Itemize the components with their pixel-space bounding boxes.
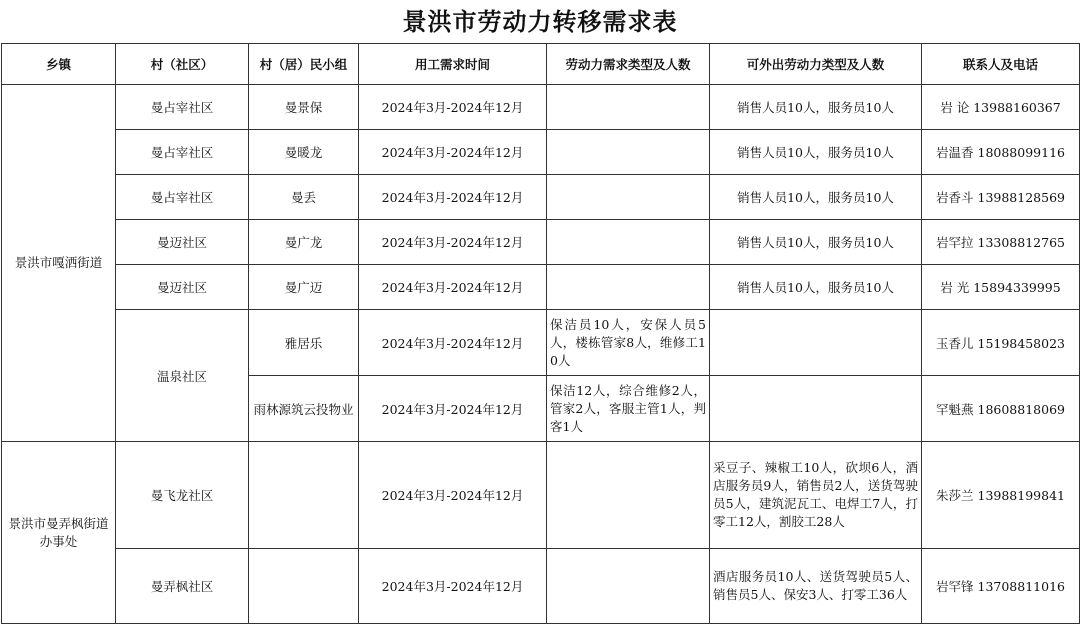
demand-cell bbox=[547, 175, 710, 220]
header-time: 用工需求时间 bbox=[359, 44, 547, 85]
header-contact: 联系人及电话 bbox=[922, 44, 1080, 85]
village-cell: 曼占宰社区 bbox=[116, 85, 249, 130]
table-header-row bbox=[2, 44, 1080, 85]
supply-cell: 销售人员10人，服务员10人 bbox=[710, 85, 922, 130]
header-supply: 可外出劳动力类型及人数 bbox=[710, 44, 922, 85]
supply-cell: 销售人员10人，服务员10人 bbox=[710, 220, 922, 265]
contact-cell: 罕魁燕 18608818069 bbox=[922, 376, 1080, 442]
time-cell: 2024年3月-2024年12月 bbox=[359, 442, 547, 549]
group-cell: 曼广迈 bbox=[249, 265, 359, 310]
village-cell: 温泉社区 bbox=[116, 310, 249, 442]
demand-cell bbox=[547, 265, 710, 310]
contact-cell: 岩罕锋 13708811016 bbox=[922, 549, 1080, 624]
demand-cell: 保洁员10人，安保人员5人，楼栋管家8人，维修工10人 bbox=[547, 310, 710, 376]
header-village: 村（社区） bbox=[116, 44, 249, 85]
group-cell: 雨林源筑云投物业 bbox=[249, 376, 359, 442]
table-row bbox=[2, 175, 1080, 220]
demand-cell bbox=[547, 130, 710, 175]
time-cell: 2024年3月-2024年12月 bbox=[359, 85, 547, 130]
contact-cell: 岩 光 15894339995 bbox=[922, 265, 1080, 310]
village-cell: 曼弄枫社区 bbox=[116, 549, 249, 624]
supply-cell: 采豆子、辣椒工10人，砍坝6人，酒店服务员9人，销售员2人，送货驾驶员5人，建筑泥瓦工、电焊工7人，打零工12人，割胶工28人 bbox=[710, 442, 922, 549]
town-cell: 景洪市嘎洒街道 bbox=[2, 85, 116, 442]
group-cell: 曼景保 bbox=[249, 85, 359, 130]
header-demand: 劳动力需求类型及人数 bbox=[547, 44, 710, 85]
demand-cell bbox=[547, 442, 710, 549]
labor-demand-table bbox=[1, 43, 1080, 624]
table-row bbox=[2, 310, 1080, 376]
village-cell: 曼占宰社区 bbox=[116, 130, 249, 175]
contact-cell: 岩温香 18088099116 bbox=[922, 130, 1080, 175]
group-cell: 曼暖龙 bbox=[249, 130, 359, 175]
table-row bbox=[2, 130, 1080, 175]
supply-cell: 酒店服务员10人、送货驾驶员5人、销售员5人、保安3人、打零工36人 bbox=[710, 549, 922, 624]
header-group: 村（居）民小组 bbox=[249, 44, 359, 85]
supply-cell: 销售人员10人，服务员10人 bbox=[710, 265, 922, 310]
supply-cell: 销售人员10人，服务员10人 bbox=[710, 130, 922, 175]
table-row bbox=[2, 220, 1080, 265]
header-town: 乡镇 bbox=[2, 44, 116, 85]
group-cell: 曼广龙 bbox=[249, 220, 359, 265]
village-cell: 曼占宰社区 bbox=[116, 175, 249, 220]
contact-cell: 朱莎兰 13988199841 bbox=[922, 442, 1080, 549]
time-cell: 2024年3月-2024年12月 bbox=[359, 310, 547, 376]
contact-cell: 岩 论 13988160367 bbox=[922, 85, 1080, 130]
demand-cell: 保洁12人，综合维修2人，管家2人，客服主管1人，判客1人 bbox=[547, 376, 710, 442]
demand-cell bbox=[547, 220, 710, 265]
page-title: 景洪市劳动力转移需求表 bbox=[402, 7, 678, 36]
time-cell: 2024年3月-2024年12月 bbox=[359, 130, 547, 175]
contact-cell: 岩罕拉 13308812765 bbox=[922, 220, 1080, 265]
group-cell: 曼丢 bbox=[249, 175, 359, 220]
group-cell bbox=[249, 442, 359, 549]
contact-cell: 玉香儿 15198458023 bbox=[922, 310, 1080, 376]
supply-cell bbox=[710, 376, 922, 442]
demand-cell bbox=[547, 85, 710, 130]
time-cell: 2024年3月-2024年12月 bbox=[359, 265, 547, 310]
table-row bbox=[2, 85, 1080, 130]
village-cell: 曼迈社区 bbox=[116, 265, 249, 310]
time-cell: 2024年3月-2024年12月 bbox=[359, 220, 547, 265]
town-cell: 景洪市曼弄枫街道办事处 bbox=[2, 442, 116, 624]
contact-cell: 岩香斗 13988128569 bbox=[922, 175, 1080, 220]
supply-cell: 销售人员10人，服务员10人 bbox=[710, 175, 922, 220]
group-cell bbox=[249, 549, 359, 624]
village-cell: 曼飞龙社区 bbox=[116, 442, 249, 549]
table-row bbox=[2, 549, 1080, 624]
table-row bbox=[2, 442, 1080, 549]
table-row bbox=[2, 265, 1080, 310]
village-cell: 曼迈社区 bbox=[116, 220, 249, 265]
demand-cell bbox=[547, 549, 710, 624]
group-cell: 雅居乐 bbox=[249, 310, 359, 376]
time-cell: 2024年3月-2024年12月 bbox=[359, 376, 547, 442]
time-cell: 2024年3月-2024年12月 bbox=[359, 175, 547, 220]
supply-cell bbox=[710, 310, 922, 376]
time-cell: 2024年3月-2024年12月 bbox=[359, 549, 547, 624]
